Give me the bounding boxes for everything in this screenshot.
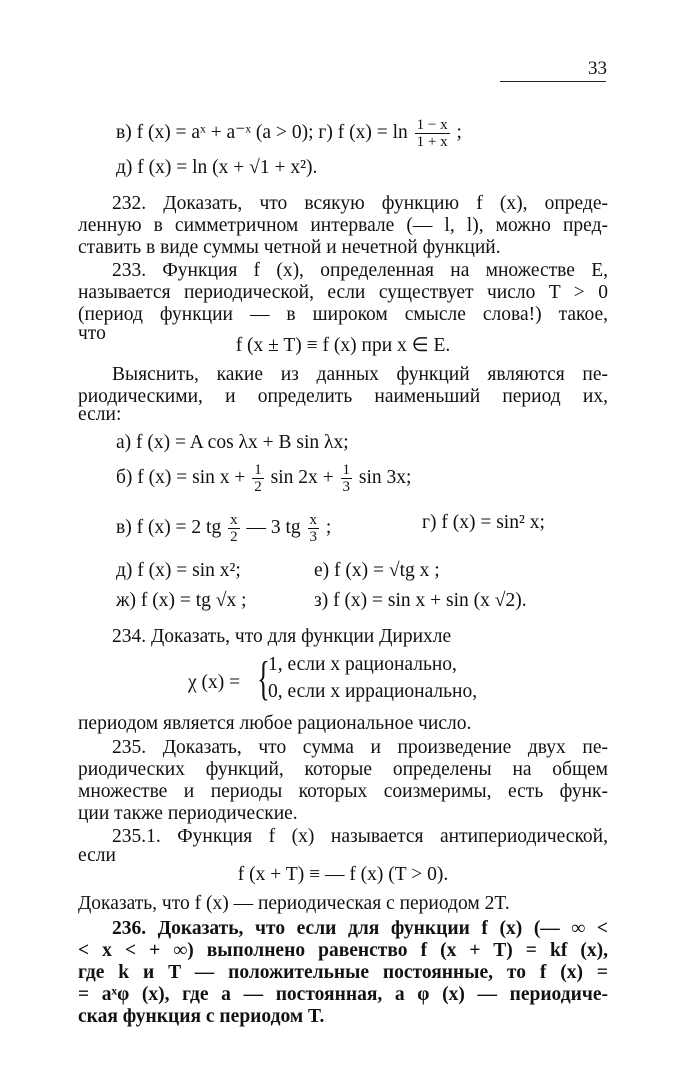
problem-236-line-5: ская функция с периодом T. xyxy=(78,1006,325,1027)
problem-236-line-2: < x < + ∞) выполнено равенство f (x + T) = kf (x), xyxy=(78,940,608,961)
item-b-end: sin 3x; xyxy=(358,466,412,488)
formula-line-v-g xyxy=(116,117,606,150)
item-e: е) f (x) = √tg x ; xyxy=(314,560,440,581)
fraction-numerator: x xyxy=(230,512,238,528)
page-number: 33 xyxy=(588,58,607,79)
problem-233-line-2: называется периодической, если существует число T > 0 xyxy=(78,282,608,303)
fraction xyxy=(252,462,264,495)
problem-232-line-3: ставить в виде суммы четной и нечетной функций. xyxy=(78,237,501,258)
item-g: г) f (x) = sin² x; xyxy=(422,512,545,533)
problem-2351-formula: f (x + T) ≡ — f (x) (T > 0). xyxy=(237,864,449,885)
fraction xyxy=(415,117,450,150)
case-1: 1, если x рационально, xyxy=(268,654,457,675)
problem-2351-line-2: если xyxy=(78,845,116,866)
formula-end: ; xyxy=(456,121,462,143)
fraction-denominator: 1 + x xyxy=(416,134,448,150)
problem-2351-line-3: Доказать, что f (x) — периодическая с периодом 2T. xyxy=(78,893,510,914)
fraction xyxy=(341,462,353,495)
fraction-numerator: 1 xyxy=(342,462,351,478)
item-z: з) f (x) = sin x + sin (x √2). xyxy=(314,590,527,611)
fraction-numerator: x xyxy=(309,512,318,528)
problem-233-line-5: Выяснить, какие из данных функций являются пе- xyxy=(112,364,608,385)
problem-235-line-1: 235. Доказать, что сумма и произведение двух пе- xyxy=(112,737,608,758)
fraction xyxy=(228,512,240,545)
item-d: д) f (x) = sin x²; xyxy=(116,560,241,581)
header-rule xyxy=(500,81,606,82)
fraction xyxy=(308,512,320,545)
problem-233-formula: f (x ± T) ≡ f (x) при x ∈ E. xyxy=(235,335,451,356)
problem-233-line-4: что xyxy=(78,323,106,344)
problem-235-line-2: риодических функций, которые определены на общем xyxy=(78,759,608,780)
item-zh: ж) f (x) = tg √x ; xyxy=(116,590,247,611)
item-v xyxy=(116,512,376,545)
chi-label: χ (x) = xyxy=(188,672,241,693)
item-b-start: б) f (x) = sin x + xyxy=(116,466,246,488)
problem-236-line-1: 236. Доказать, что если для функции f (x) (— ∞ < xyxy=(112,918,608,939)
problem-233-line-7: если: xyxy=(78,404,122,425)
formula-line-d: д) f (x) = ln (x + √1 + x²). xyxy=(116,157,318,178)
problem-232-line-1: 232. Доказать, что всякую функцию f (x), опреде- xyxy=(112,193,608,214)
fraction-numerator: 1 − x xyxy=(416,117,448,133)
problem-234-end: периодом является любое рациональное число. xyxy=(78,713,472,734)
item-b-middle: sin 2x + xyxy=(270,466,334,488)
problem-233-line-3: (период функции — в широком смысле слова!) такое, xyxy=(78,304,608,325)
fraction-denominator: 2 xyxy=(254,479,262,495)
fraction-denominator: 3 xyxy=(309,529,318,545)
item-a: а) f (x) = A cos λx + B sin λx; xyxy=(116,432,349,453)
fraction-denominator: 2 xyxy=(230,529,238,545)
item-v-start: в) f (x) = 2 tg xyxy=(116,516,222,538)
problem-233-line-1: 233. Функция f (x), определенная на множестве E, xyxy=(112,260,608,281)
fraction-numerator: 1 xyxy=(254,462,262,478)
problem-236-line-4: = aˣφ (x), где a — постоянная, а φ (x) — периодиче- xyxy=(78,984,608,1005)
problem-234-line-1: 234. Доказать, что для функции Дирихле xyxy=(112,626,452,647)
problem-232-line-2: ленную в симметричном интервале (— l, l), можно пред- xyxy=(78,215,608,236)
item-v-middle: — 3 tg xyxy=(246,516,301,538)
problem-2351-line-1: 235.1. Функция f (x) называется антипериодической, xyxy=(112,826,608,847)
formula-text: в) f (x) = aˣ + a⁻ˣ (a > 0); г) f (x) = ln xyxy=(116,121,408,143)
brace: { xyxy=(257,652,270,705)
item-v-end: ; xyxy=(325,516,332,538)
problem-236-line-3: где k и T — положительные постоянные, то f (x) = xyxy=(78,962,608,983)
problem-235-line-3: множестве и периоды которых соизмеримы, есть функ- xyxy=(78,781,608,802)
problem-235-line-4: ции также периодические. xyxy=(78,803,298,824)
item-b xyxy=(116,462,646,495)
fraction-denominator: 3 xyxy=(342,479,351,495)
problem-233-line-6: риодическими, и определить наименьший период их, xyxy=(78,386,608,407)
case-2: 0, если x иррационально, xyxy=(268,681,478,702)
